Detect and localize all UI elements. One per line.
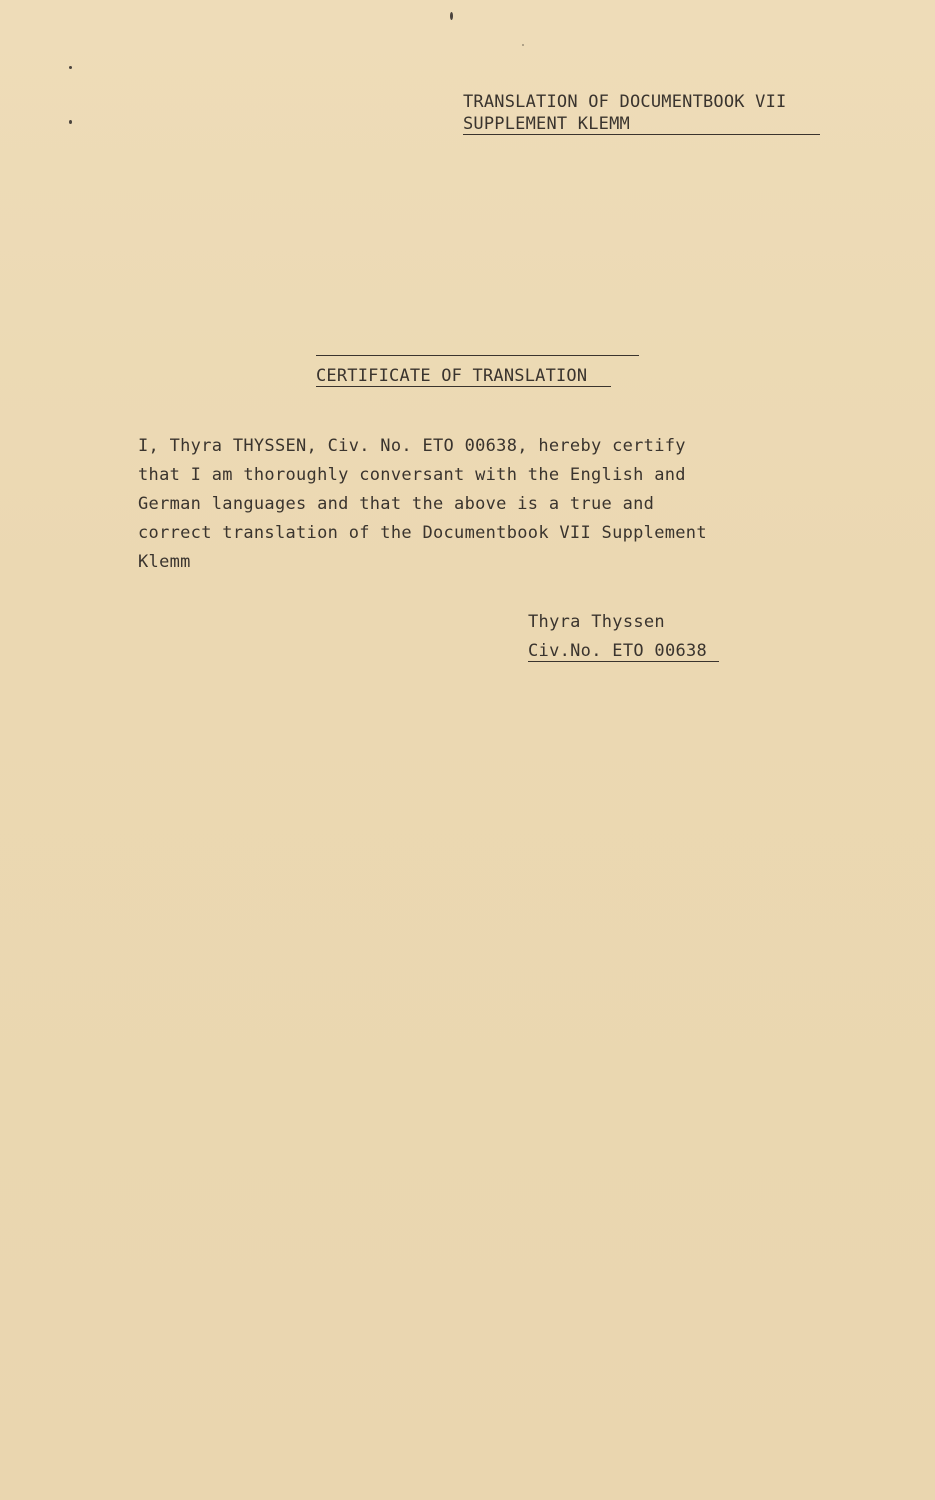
- header-subtitle: SUPPLEMENT KLEMM: [463, 114, 820, 135]
- paper-speck: [69, 66, 72, 69]
- signature-name: Thyra Thyssen: [528, 612, 665, 632]
- certificate-title: CERTIFICATE OF TRANSLATION: [316, 366, 611, 387]
- header-title: TRANSLATION OF DOCUMENTBOOK VII: [463, 92, 787, 112]
- body-line: correct translation of the Documentbook VII Supplement: [138, 523, 707, 543]
- paper-speck: [69, 120, 72, 124]
- certificate-body: [138, 432, 798, 577]
- paper-speck: [450, 12, 453, 20]
- paper-speck: [522, 44, 524, 46]
- body-line: German languages and that the above is a true and: [138, 494, 655, 514]
- title-rule: [316, 355, 639, 356]
- document-header: [463, 91, 843, 135]
- body-line: that I am thoroughly conversant with the English and: [138, 465, 686, 485]
- signature-civ-number: Civ.No. ETO 00638: [528, 641, 719, 662]
- signature-block: [528, 608, 719, 666]
- body-line: I, Thyra THYSSEN, Civ. No. ETO 00638, hereby certify: [138, 436, 686, 456]
- body-line: Klemm: [138, 552, 191, 572]
